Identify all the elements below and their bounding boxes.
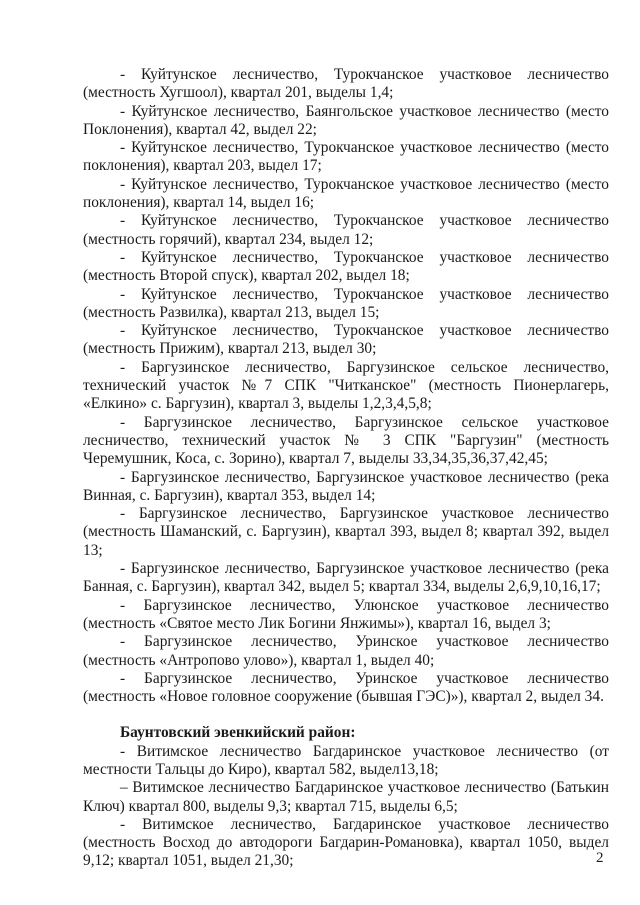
list-item: - Баргузинское лесничество, Баргузинское участковое лесничество (река Банная, с. Баргузин), квартал 342, выдел 5; квартал 334, выделы 2,6,9,10,16,17; [83,560,609,596]
list-item: - Куйтунское лесничество, Турокчанское участковое лесничество (место поклонения), квартал 203, выдел 17; [83,139,609,175]
list-item: - Баргузинское лесничество, Баргузинское участковое лесничество (река Винная, с. Баргузин), квартал 353, выдел 14; [83,468,609,504]
list-item: - Баргузинское лесничество, Баргузинское участковое лесничество (местность Шаманский, с. Баргузин), квартал 393, выдел 8; квартал 392, выдел 13; [83,505,609,559]
list-item: – Витимское лесничество Багдаринское участковое лесничество (Батькин Ключ) квартал 800, выделы 9,3; квартал 715, выделы 6,5; [83,779,609,815]
list-item: - Куйтунское лесничество, Баянгольское участковое лесничество (место Поклонения), квартал 42, выдел 22; [83,102,609,138]
list-item: - Баргузинское лесничество, Уринское участковое лесничество (местность «Антропово улово»), квартал 1, выдел 40; [83,633,609,669]
list-item: - Куйтунское лесничество, Турокчанское участковое лесничество (место поклонения), квартал 14, выдел 16; [83,175,609,212]
list-item: - Баргузинское лесничество, Уринское участковое лесничество (местность «Новое головное сооружение (бывшая ГЭС)»), квартал 2, выдел 34. [83,669,609,706]
page-number: 2 [596,850,604,866]
section-heading: Баунтовский эвенкийский район: [120,724,356,742]
list-item: - Баргузинское лесничество, Баргузинское сельское лесничество, технический участок №7 СПК "Читканское" (местность Пионерлагерь, «Елкино» с. Баргузин), квартал 3, выделы 1,2,3,4,5,8; [83,358,609,413]
list-item: - Витимское лесничество Багдаринское участковое лесничество (от местности Тальцы до Киро), квартал 582, выдел13,18; [83,742,609,778]
document-body [83,66,609,871]
list-item: - Куйтунское лесничество, Турокчанское участковое лесничество (местность горячий), квартал 234, выдел 12; [83,212,609,248]
list-item: - Баргузинское лесничество, Баргузинское сельское участковое лесничество, технический участок № 3 СПК "Баргузин" (местность Черемушник, Коса, с. Зорино), квартал 7, выделы 33,34,35,36,37,42,45; [83,413,609,468]
list-item: - Витимское лесничество, Багдаринское участковое лесничество (местность Восход до автодороги Багдарин-Романовка), квартал 1050, выдел 9,12; квартал 1051, выдел 21,30; [83,815,609,870]
list-item: - Куйтунское лесничество, Турокчанское участковое лесничество (местность Прижим), квартал 213, выдел 30; [83,322,609,358]
list-item: - Баргузинское лесничество, Улюнское участковое лесничество (местность «Святое место Лик Богини Янжимы»), квартал 16, выдел 3; [83,596,609,632]
list-item: - Куйтунское лесничество, Турокчанское участковое лесничество (местность Второй спуск), квартал 202, выдел 18; [83,248,609,285]
list-item: - Куйтунское лесничество, Турокчанское участковое лесничество (местность Хугшоол), квартал 201, выделы 1,4; [83,66,609,102]
list-item: - Куйтунское лесничество, Турокчанское участковое лесничество (местность Развилка), квартал 213, выдел 15; [83,285,609,321]
